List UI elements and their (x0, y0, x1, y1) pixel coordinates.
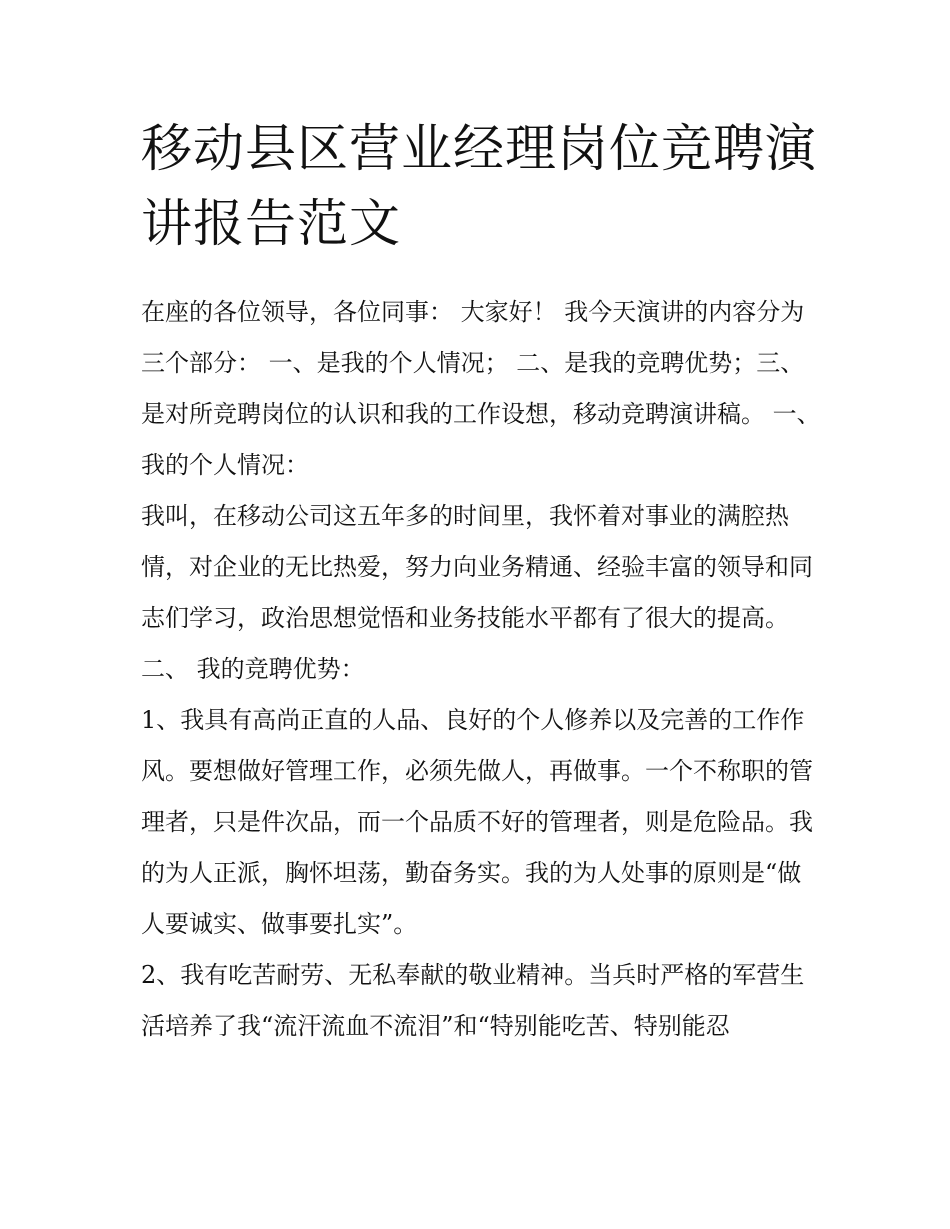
paragraph-advantage-2: 2、我有吃苦耐劳、无私奉献的敬业精神。当兵时严格的军营生活培养了我“流汗流血不流泪”和“特别能吃苦、特别能忍 (141, 961, 805, 1040)
paragraph-personal-info: 我叫，在移动公司这五年多的时间里，我怀着对事业的满腔热情，对企业的无比热爱，努力向业务精通、经验丰富的领导和同志们学习，政治思想觉悟和业务技能水平都有了很大的提高。 (141, 502, 813, 632)
paragraph-intro: 在座的各位领导，各位同事： 大家好！ 我今天演讲的内容分为三个部分： 一、是我的个人情况； 二、是我的竞聘优势；三、是对所竞聘岗位的认识和我的工作设想，移动竞聘演讲稿。 一、 我的个人情况： (141, 298, 821, 479)
paragraph-advantage-1: 1、我具有高尚正直的人品、良好的个人修养以及完善的工作作风。要想做好管理工作，必须先做人，再做事。一个不称职的管理者，只是件次品，而一个品质不好的管理者，则是危险品。我的为人正派，胸怀坦荡，勤奋务实。我的为人处事的原则是“做人要诚实、做事要扎实”。 (141, 706, 813, 938)
section-heading-advantages: 二、 我的竞聘优势： (141, 655, 365, 683)
document-content (141, 112, 821, 1052)
document-title: 移动县区营业经理岗位竞聘演讲报告范文 (141, 120, 818, 254)
